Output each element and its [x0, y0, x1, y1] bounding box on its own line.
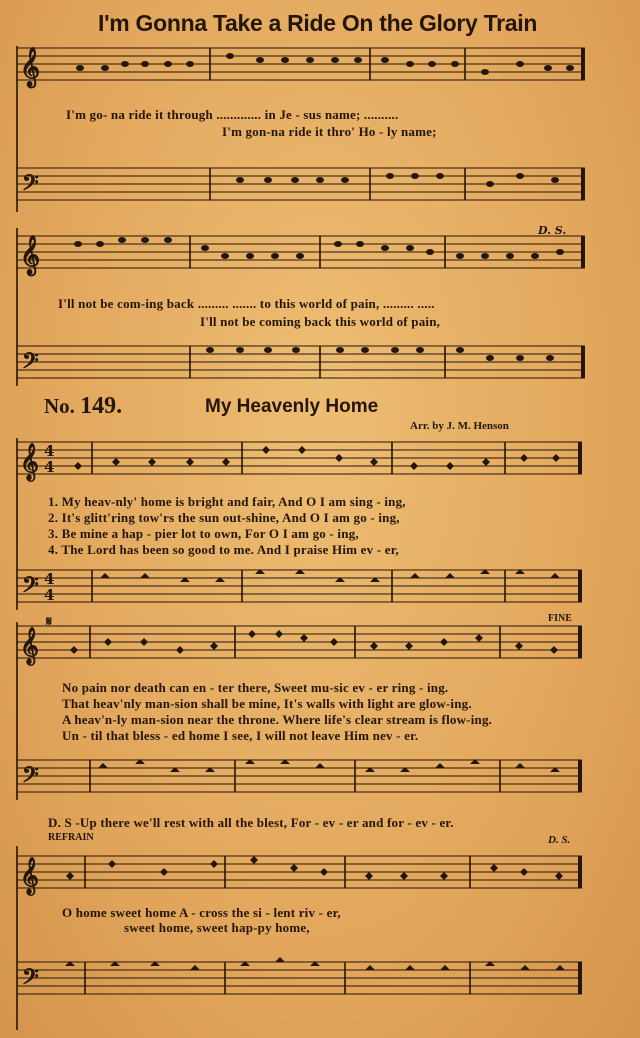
song1-line1-lyrics: I'm go- na ride it through ............. in Je - sus name; ..........	[66, 107, 399, 122]
song2-refrain-staff	[0, 834, 640, 1038]
song2-verse4-line-b: Un - til that bless - ed home I see, I will not leave Him nev - er.	[62, 728, 419, 743]
svg-text:𝄞: 𝄞	[20, 626, 39, 664]
song2-verse2-line-a: 2. It's glitt'ring tow'rs the sun out-shine, And O I am go - ing,	[48, 510, 400, 525]
svg-text:𝄢: 𝄢	[22, 763, 39, 793]
song1-title: I'm Gonna Take a Ride On the Glory Train	[98, 10, 538, 36]
svg-text:4: 4	[44, 570, 55, 588]
song2-verse3-line-a: 3. Be mine a hap - pier lot to own, For O I am go - ing,	[48, 526, 359, 541]
svg-text:𝄞: 𝄞	[20, 856, 39, 894]
svg-text:D. S.: D. S.	[538, 226, 567, 237]
song2-arranger: Arr. by J. M. Henson	[410, 420, 509, 432]
svg-text:𝄢: 𝄢	[22, 349, 39, 379]
svg-text:𝄞: 𝄞	[20, 442, 39, 480]
svg-text:𝄢: 𝄢	[22, 171, 39, 201]
fine-mark: FINE	[548, 613, 572, 624]
hymn-number-prefix: No.	[44, 394, 75, 418]
song1-line1-lyrics-alt: I'm gon-na ride it thro' Ho - ly name;	[222, 124, 437, 139]
svg-text:4: 4	[44, 586, 55, 604]
hymn-number-label	[44, 393, 122, 420]
svg-text:𝄢: 𝄢	[22, 573, 39, 603]
song2-verse3-line-b: A heav'n-ly man-sion near the throne. Where life's clear stream is flow-ing.	[62, 712, 493, 727]
hymn-number: 149.	[80, 393, 123, 419]
refrain-lyrics-alt: sweet home, sweet hap-py home,	[124, 920, 310, 935]
svg-text:4: 4	[44, 458, 55, 476]
svg-text:𝄋: 𝄋	[46, 614, 53, 630]
song2-title: My Heavenly Home	[205, 396, 379, 417]
refrain-ds-mark: D. S.	[548, 834, 571, 846]
song1-line2-lyrics: I'll not be com-ing back ......... ....... to this world of pain, ......... .....	[58, 296, 435, 311]
svg-text:𝄞: 𝄞	[20, 235, 41, 275]
song1-line2-lyrics-alt: I'll not be coming back this world of pain,	[200, 314, 441, 329]
ds-lyric-line: D. S -Up there we'll rest with all the blest, For - ev - er and for - ev - er.	[48, 815, 454, 830]
refrain-lyrics: O home sweet home A - cross the si - lent riv - er,	[62, 905, 341, 920]
svg-text:4: 4	[44, 442, 55, 460]
song2-verse1-line-a: 1. My heav-nly' home is bright and fair, And O I am sing - ing,	[48, 494, 406, 509]
song2-verse1-line-b: No pain nor death can en - ter there, Sweet mu-sic ev - er ring - ing.	[62, 680, 449, 695]
song2-verse2-line-b: That heav'nly man-sion shall be mine, It's walls with light are glow-ing.	[62, 696, 472, 711]
refrain-label: REFRAIN	[48, 832, 94, 843]
svg-text:𝄢: 𝄢	[22, 965, 39, 995]
svg-text:𝄞: 𝄞	[20, 47, 41, 87]
song2-verse4-line-a: 4. The Lord has been so good to me. And I praise Him ev - er,	[48, 542, 399, 557]
